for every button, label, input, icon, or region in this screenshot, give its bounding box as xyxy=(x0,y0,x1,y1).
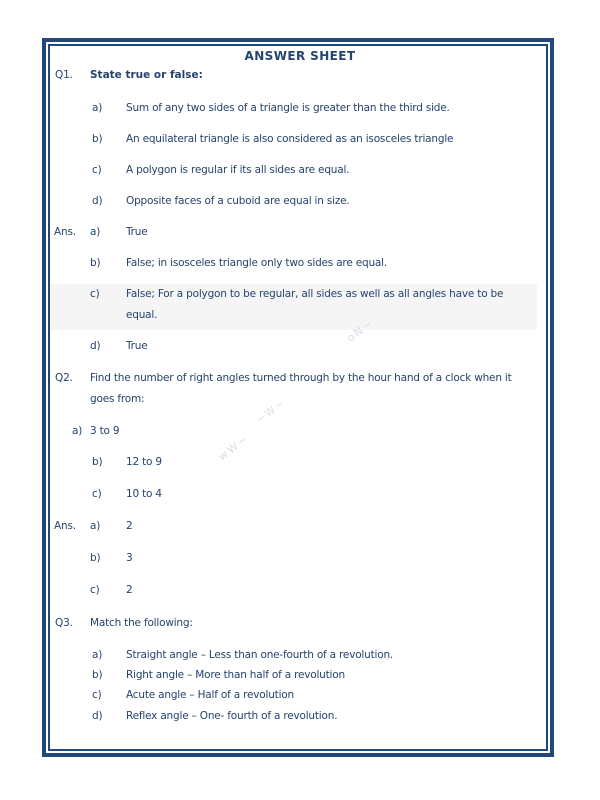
item-letter: b) xyxy=(92,669,103,681)
answer-text: equal. xyxy=(126,309,158,321)
item-letter: d) xyxy=(92,710,103,722)
answer-text: 2 xyxy=(126,584,133,596)
question-prompt: goes from: xyxy=(90,393,145,405)
item-text: Straight angle – Less than one-fourth of a revolution. xyxy=(126,649,394,661)
item-text: 3 to 9 xyxy=(90,425,120,437)
item-text: 10 to 4 xyxy=(126,488,162,500)
item-text: Reflex angle – One- fourth of a revolution. xyxy=(126,710,338,722)
answer-letter: c) xyxy=(90,288,100,300)
answer-letter: d) xyxy=(90,340,101,352)
question-number: Q2. xyxy=(55,372,73,384)
answer-label: Ans. xyxy=(54,226,76,238)
question-prompt: State true or false: xyxy=(90,69,203,81)
watermark-fragment: wW~ xyxy=(215,431,252,464)
answer-text: False; in isosceles triangle only two sides are equal. xyxy=(126,257,387,269)
answer-letter: b) xyxy=(90,257,101,269)
item-text: Sum of any two sides of a triangle is greater than the third side. xyxy=(126,102,450,114)
item-letter: a) xyxy=(72,425,83,437)
item-text: 12 to 9 xyxy=(126,456,162,468)
answer-letter: c) xyxy=(90,584,100,596)
page-title: ANSWER SHEET xyxy=(244,49,356,63)
item-text: A polygon is regular if its all sides are equal. xyxy=(126,164,350,176)
answer-text: False; For a polygon to be regular, all sides as well as all angles have to be xyxy=(126,288,504,300)
question-prompt: Match the following: xyxy=(90,617,193,629)
item-text: An equilateral triangle is also considered as an isosceles triangle xyxy=(126,133,454,145)
answer-text: 2 xyxy=(126,520,133,532)
item-letter: a) xyxy=(92,649,103,661)
answer-text: True xyxy=(126,226,148,238)
item-letter: c) xyxy=(92,488,102,500)
question-number: Q3. xyxy=(55,617,73,629)
item-text: Acute angle – Half of a revolution xyxy=(126,689,294,701)
answer-letter: a) xyxy=(90,226,101,238)
answer-text: 3 xyxy=(126,552,133,564)
item-letter: c) xyxy=(92,164,102,176)
answer-letter: a) xyxy=(90,520,101,532)
watermark-fragment: ~W~ xyxy=(255,397,288,426)
watermark-fragment: oN~ xyxy=(344,316,376,345)
item-letter: b) xyxy=(92,133,103,145)
item-letter: c) xyxy=(92,689,102,701)
question-prompt: Find the number of right angles turned through by the hour hand of a clock when it xyxy=(90,372,512,384)
answer-label: Ans. xyxy=(54,520,76,532)
answer-letter: b) xyxy=(90,552,101,564)
item-letter: d) xyxy=(92,195,103,207)
item-text: Right angle – More than half of a revolution xyxy=(126,669,345,681)
question-number: Q1. xyxy=(55,69,73,81)
item-text: Opposite faces of a cuboid are equal in size. xyxy=(126,195,350,207)
answer-text: True xyxy=(126,340,148,352)
item-letter: b) xyxy=(92,456,103,468)
item-letter: a) xyxy=(92,102,103,114)
